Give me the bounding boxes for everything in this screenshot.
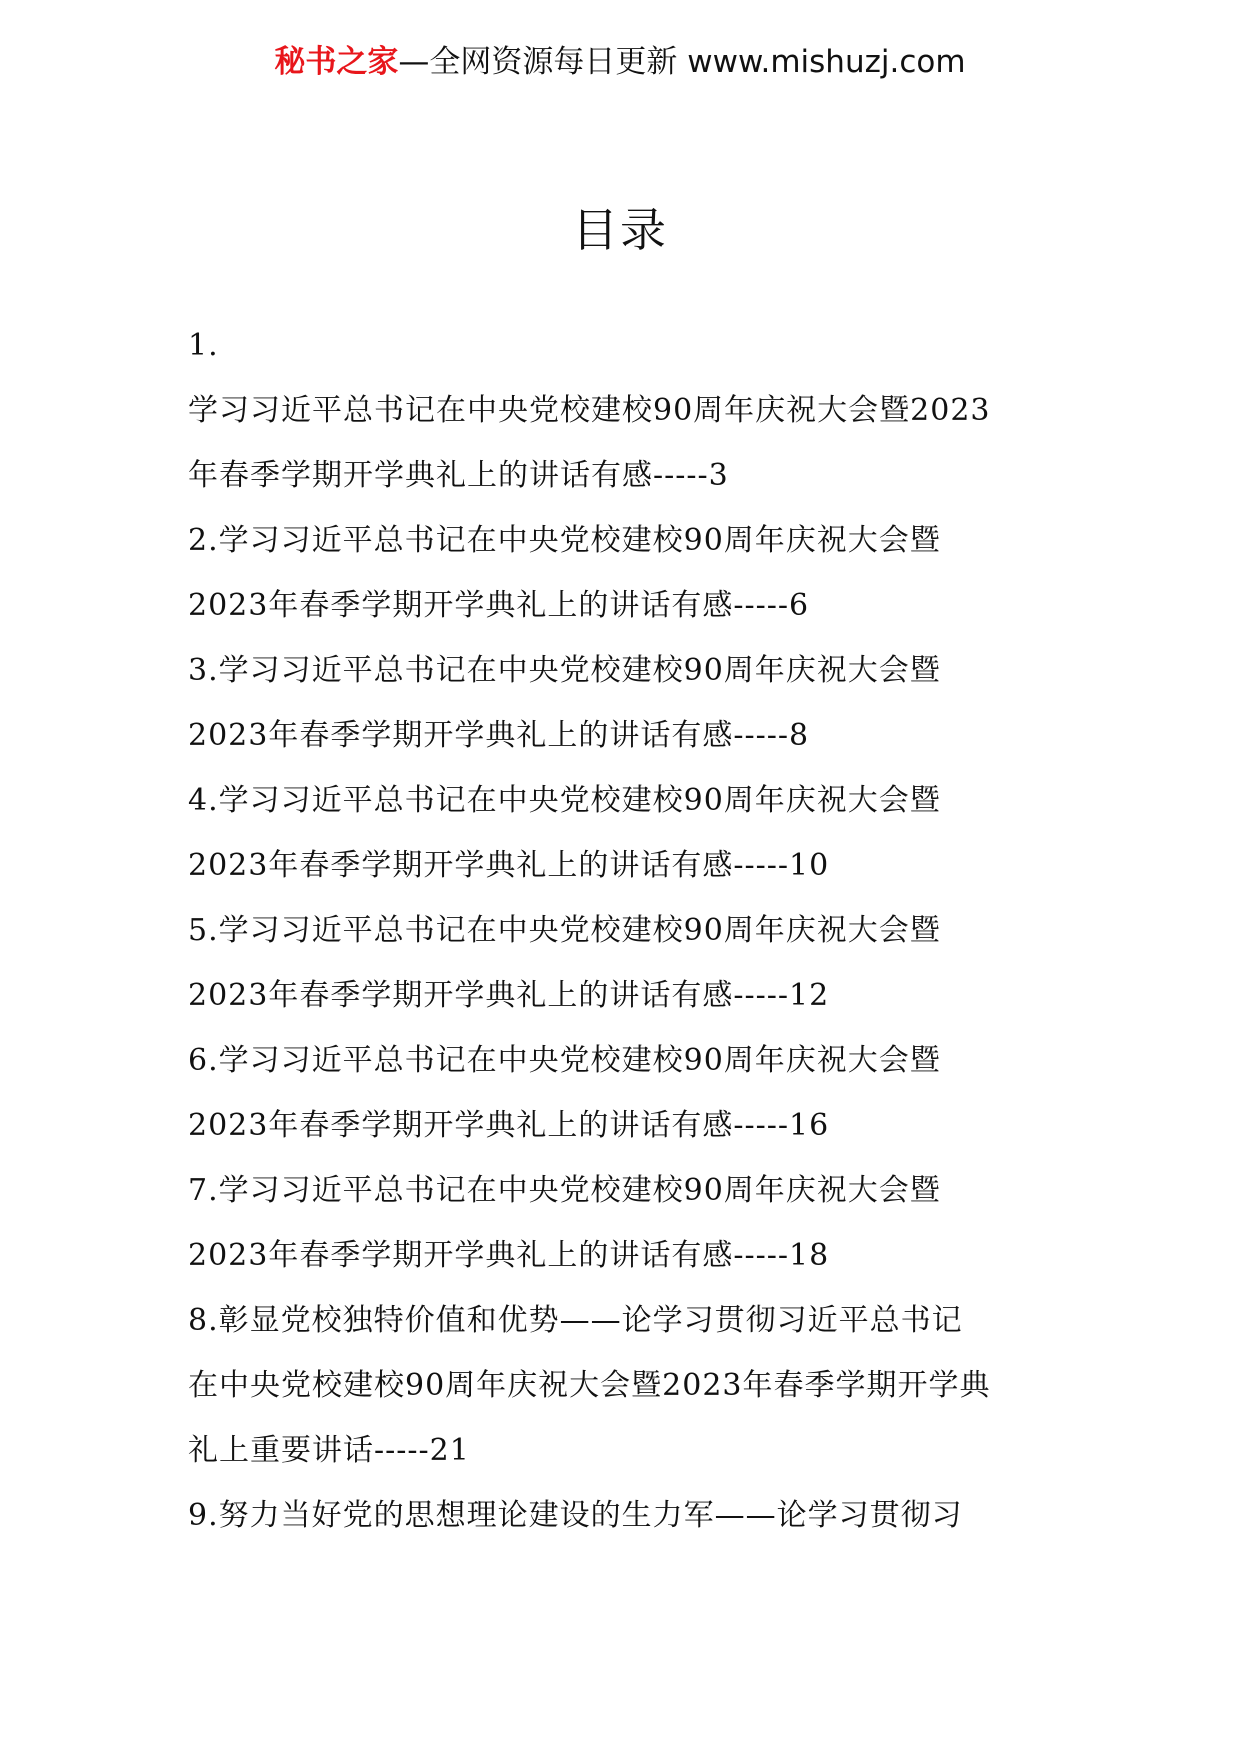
toc-line: 2023年春季学期开学典礼上的讲话有感-----10 (188, 848, 830, 883)
toc-line: 2023年春季学期开学典礼上的讲话有感-----12 (188, 978, 830, 1013)
toc-line: 5.学习习近平总书记在中央党校建校90周年庆祝大会暨 (188, 913, 941, 948)
site-tagline: —全网资源每日更新 www.mishuzj.com (398, 44, 966, 80)
toc-line: 学习习近平总书记在中央党校建校90周年庆祝大会暨2023 (188, 393, 991, 428)
toc-line: 1. (188, 328, 219, 363)
site-header (0, 42, 1240, 82)
toc-line: 2023年春季学期开学典礼上的讲话有感-----16 (188, 1108, 830, 1143)
toc-line: 在中央党校建校90周年庆祝大会暨2023年春季学期开学典 (188, 1368, 991, 1403)
toc-line: 2023年春季学期开学典礼上的讲话有感-----6 (188, 588, 810, 623)
page-title: 目录 (572, 203, 668, 257)
toc-line: 6.学习习近平总书记在中央党校建校90周年庆祝大会暨 (188, 1043, 941, 1078)
toc-line: 9.努力当好党的思想理论建设的生力军——论学习贯彻习 (188, 1498, 963, 1533)
toc-line: 礼上重要讲话-----21 (188, 1433, 470, 1468)
toc-line: 2023年春季学期开学典礼上的讲话有感-----8 (188, 718, 810, 753)
toc-line: 8.彰显党校独特价值和优势——论学习贯彻习近平总书记 (188, 1303, 963, 1338)
site-brand: 秘书之家 (274, 44, 399, 80)
toc-line: 4.学习习近平总书记在中央党校建校90周年庆祝大会暨 (188, 783, 941, 818)
toc-line: 7.学习习近平总书记在中央党校建校90周年庆祝大会暨 (188, 1173, 941, 1208)
toc-line: 年春季学期开学典礼上的讲话有感-----3 (188, 458, 729, 493)
toc-line: 3.学习习近平总书记在中央党校建校90周年庆祝大会暨 (188, 653, 941, 688)
toc-line: 2.学习习近平总书记在中央党校建校90周年庆祝大会暨 (188, 523, 941, 558)
table-of-contents (188, 313, 1048, 1548)
toc-line: 2023年春季学期开学典礼上的讲话有感-----18 (188, 1238, 830, 1273)
